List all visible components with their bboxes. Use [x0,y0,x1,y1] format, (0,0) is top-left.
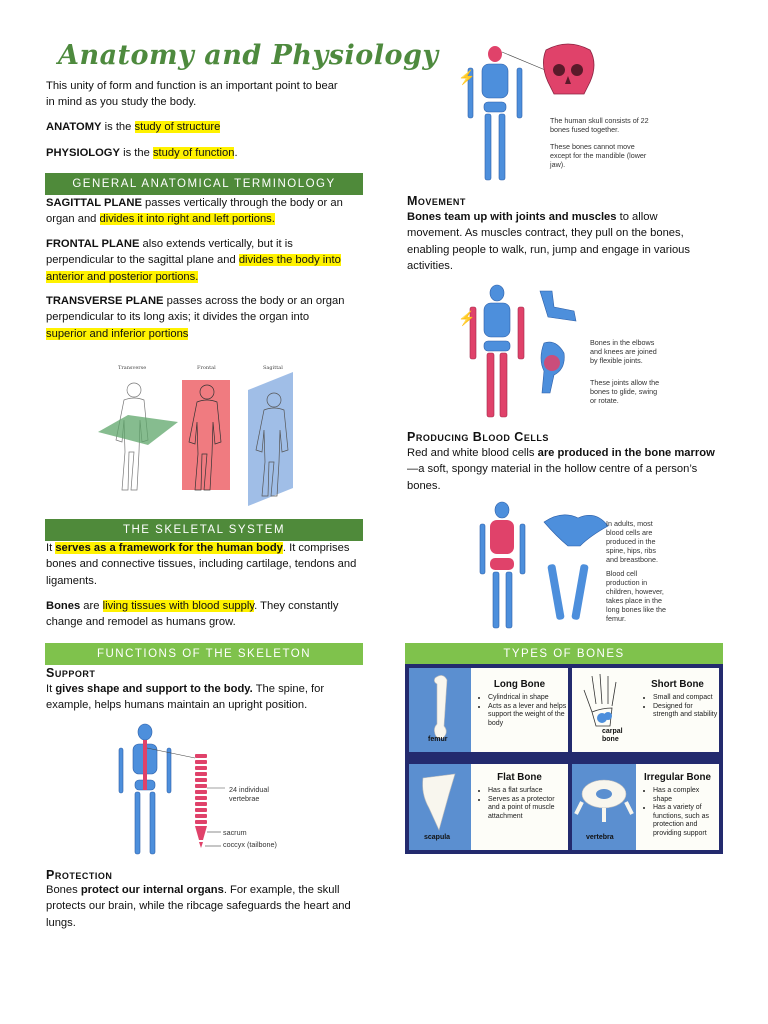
skeletal-p1-highlight: serves as a framework for the human body [55,542,283,554]
skull-caption-1: The human skull consists of 22 bones fused together. [550,116,649,134]
flat-bone-label: scapula [424,834,451,841]
section-header-types-of-bones: TYPES OF BONES [405,643,723,665]
sagittal-label: Sagittal [263,365,283,371]
skeletal-p2-end: . They constantly change and remodel as humans grow. [46,600,339,629]
irregular-bone-card [636,764,719,850]
blood-cells-text [407,445,717,494]
transverse-plane-shape [98,415,178,445]
skeletal-p2-highlight: living tissues with blood supply [102,600,255,612]
blood-caption-2: Blood cell production in children, however, takes place in the long bones like the femur. [606,569,666,623]
irregular-bone-label: vertebra [586,834,614,841]
irregular-bone-title: Irregular Bone [644,772,711,783]
sagittal-plane-text [46,195,354,228]
long-bone-card [471,668,568,752]
sagittal-desc: passes vertically through the body or an organ and [46,197,343,226]
anatomy-term: ANATOMY [46,121,102,133]
anatomical-planes-figure [98,360,308,510]
short-bone-card [636,668,719,752]
sagittal-plane-shape [248,372,293,506]
skull-caption-2: These bones cannot move except for the mandible (lower jaw). [550,142,647,169]
marrow-regions [490,520,514,570]
long-bone-bullets [479,694,568,728]
bullet: • Has a complex shape [653,787,719,804]
intro-text: This unity of form and function is an important point to bear in mind as you study the body. [46,80,338,109]
bullet: • Has a variety of functions, such as protection and providing support [653,804,719,838]
movement-bold: Bones team up with joints and muscles [407,211,617,223]
bones-term: Bones [46,600,81,612]
anatomy-highlight: study of structure [134,121,221,133]
support-start: It [46,683,56,695]
svg-text:⚡: ⚡ [458,310,476,326]
blood-cells-title: Producing Blood Cells [407,430,549,444]
transverse-plane-text [46,293,346,342]
section-header-skeletal-system: THE SKELETAL SYSTEM [45,519,363,541]
protection-title: Protection [46,868,113,882]
transverse-label: Transverse [118,365,147,371]
movement-skeleton [484,285,510,351]
support-bold: gives shape and support to the body. [55,683,253,695]
skeletal-p1-start: It [46,542,56,554]
movement-desc: to allow movement. As muscles contract, they pull on the bones, enabling people to walk, run, jump and engage in various activities. [407,211,690,272]
irregular-bone-bullets [644,787,719,839]
skeletal-paragraph-2 [46,598,358,631]
svg-text:⚡: ⚡ [458,69,476,85]
long-bone-title: Long Bone [493,679,546,690]
femur-icon-2 [571,564,589,621]
flat-bone-card [471,764,568,850]
anatomy-definition [46,119,346,135]
sagittal-term: SAGITTAL PLANE [46,197,142,209]
movement-caption-1: Bones in the elbows and knees are joined by flexible joints. [590,338,657,365]
bullet: • Has a flat surface [488,787,568,796]
frontal-desc: also extends vertically, but it is perpendicular to the sagittal plane and [46,238,293,267]
short-bone-label: carpal bone [602,728,623,743]
blood-caption-1: In adults, most blood cells are produced in the spine, hips, ribs and breastbone. [606,519,658,564]
flat-bone-title: Flat Bone [497,772,542,783]
long-bone-label: femur [428,736,448,743]
transverse-highlight: superior and inferior portions [46,327,189,340]
protection-text [46,882,358,931]
vertebrae-label: 24 individual vertebrae [229,785,269,803]
frontal-label: Frontal [197,365,216,371]
highlighted-spine [143,740,147,790]
sagittal-highlight: divides it into right and left portions. [99,213,275,226]
skeletal-p2-mid: are [80,600,103,612]
movement-caption-2: These joints allow the bones to glide, swing or rotate. [590,378,660,405]
frontal-plane-text [46,236,346,285]
frontal-highlight: divides the body into anterior and posterior portions. [46,254,341,283]
physiology-mid: is the [119,147,153,159]
movement-text [407,209,707,274]
skeletal-paragraph-1 [46,540,358,589]
support-title: Support [46,666,96,680]
physiology-highlight: study of function [152,147,235,159]
protection-start: Bones [46,884,81,896]
anatomy-mid: is the [101,121,135,133]
blood-start: Red and white blood cells [407,447,538,459]
physiology-term: PHYSIOLOGY [46,147,120,159]
skeleton-figure [468,64,522,180]
vertebrae-column [195,754,207,848]
bullet: • Serves as a protector and a point of muscle attachment [488,796,568,822]
frontal-term: FRONTAL PLANE [46,238,140,250]
highlighted-skull-small [488,46,502,62]
elbow-joint-icon [540,291,576,321]
pelvis-icon [544,515,608,546]
bullet: • Cylindrical in shape [488,694,568,703]
frontal-plane-shape [182,380,230,490]
support-end: The spine, for example, helps humans maintain an upright position. [46,683,325,712]
transverse-desc: passes across the body or an organ perpendicular to its long axis; it divides the organ into [46,295,345,324]
physiology-definition [46,145,346,161]
support-text [46,681,346,714]
blood-end: —a soft, spongy material in the hollow centre of a person’s bones. [407,463,698,492]
bullet: • Small and compact [653,694,719,703]
bullet: • Designed for strength and stability [653,703,719,720]
transverse-term: TRANSVERSE PLANE [46,295,164,307]
section-header-functions: FUNCTIONS OF THE SKELETON [45,643,363,665]
protection-bold: protect our internal organs [80,884,224,896]
flat-bone-bullets [479,787,568,821]
movement-title: Movement [407,194,466,208]
coccyx-label: coccyx (tailbone) [223,840,277,849]
skeletal-p1-end: . It comprises bones and connective tissues, including cartilage, tendons and ligaments. [46,542,357,587]
blood-bold: are produced in the bone marrow [537,447,715,459]
protection-end: . For example, the skull protects our brain, while the ribcage safeguards the heart and lungs. [46,884,351,929]
skull-enlarged-icon [543,44,594,94]
page-title: Anatomy and Physiology [58,40,439,71]
sacrum-label: sacrum [223,828,247,837]
short-bone-title: Short Bone [651,679,704,690]
physiology-end: . [234,147,238,159]
femur-icon-1 [547,564,565,621]
short-bone-bullets [644,694,719,720]
section-header-terminology: GENERAL ANATOMICAL TERMINOLOGY [45,173,363,195]
bullet: • Acts as a lever and helps support the weight of the body [488,703,568,729]
